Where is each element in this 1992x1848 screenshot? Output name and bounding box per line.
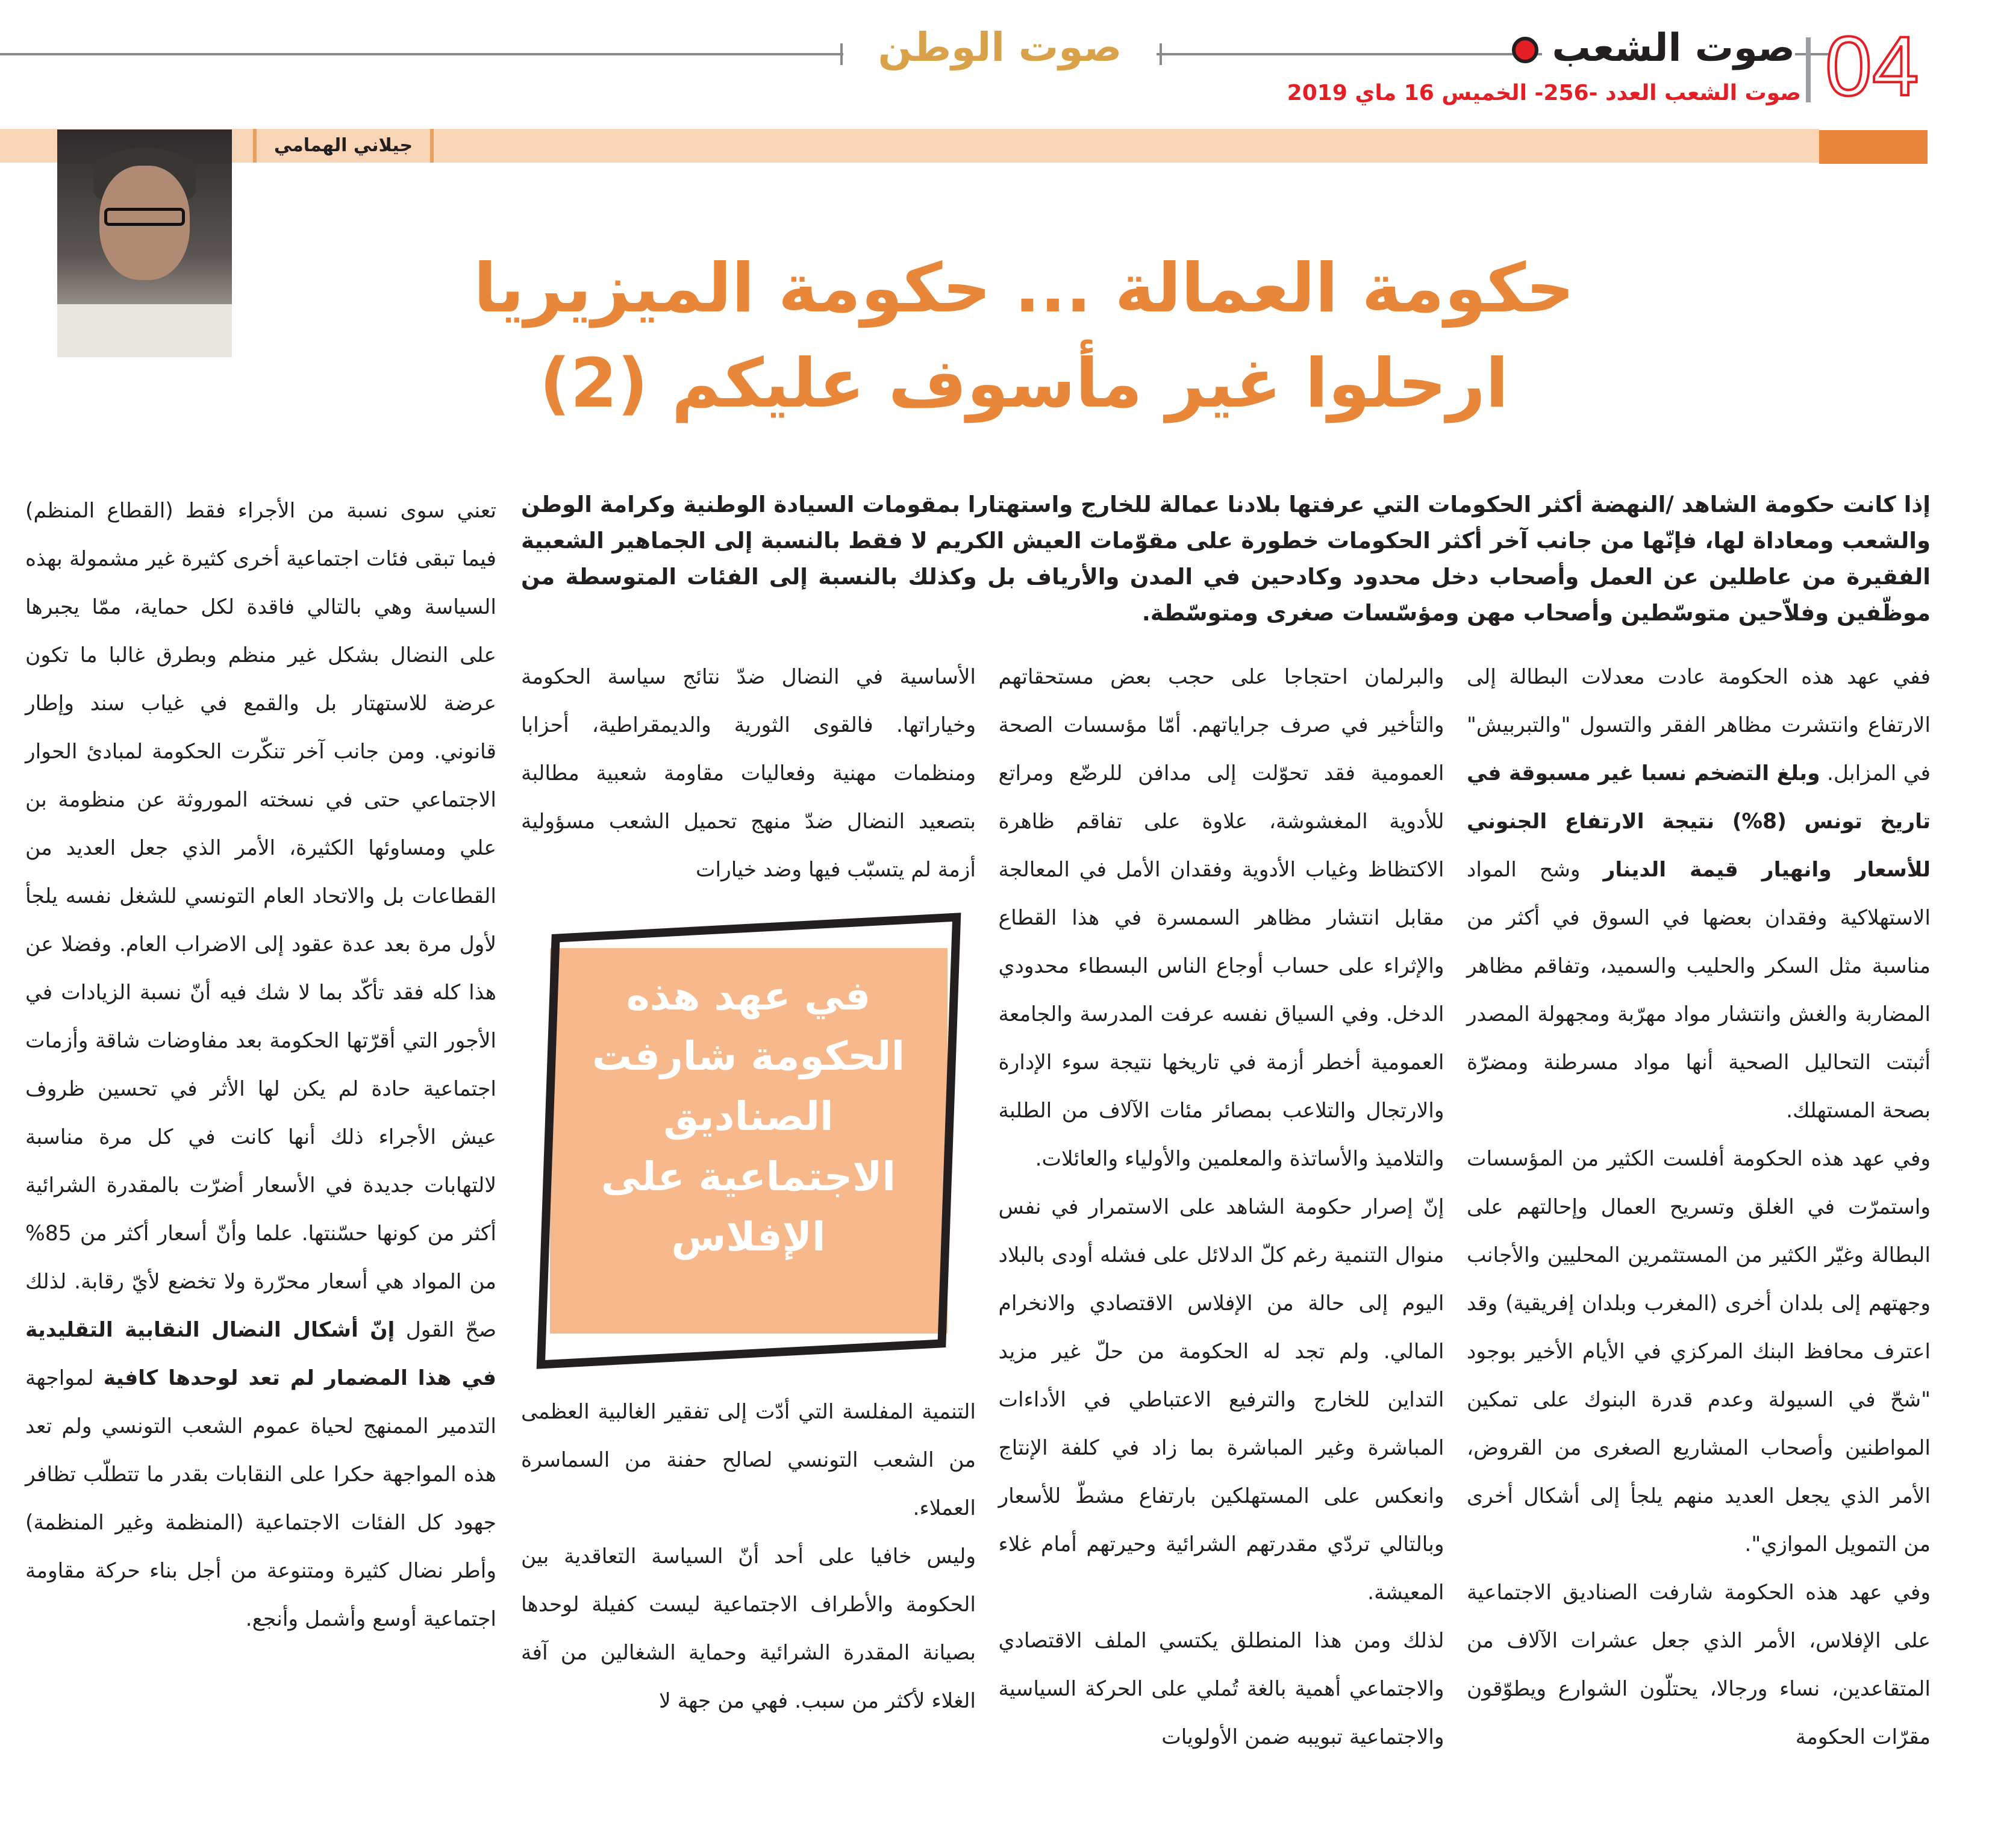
text: وشح المواد الاستهلاكية وفقدان بعضها في السوق في أكثر من مناسبة مثل السكر والحليب والسميد، وتفاقم مظاهر المضاربة والغش وانتشار مواد مهرّبة ومجهولة المصدر أثبتت التحاليل الصحية أنها مواد مسرطنة ومضرّة بصحة المستهلك. [1467,858,1931,1123]
column-3-bottom [521,1388,976,1725]
column-2 [999,653,1444,1761]
text: تعني سوى نسبة من الأجراء فقط (القطاع المنظم) فيما تبقى فئات اجتماعية أخرى كثيرة غير مشمولة بهذه السياسة وهي بالتالي فاقدة لكل حماية، ممّا يجبرها على النضال بشكل غير منظم وبطرق غالبا ما تكون عرضة للاستهتار بل والقمع في غياب سند وإطار قانوني. ومن جانب آخر تنكّرت الحكومة لمبادئ الحوار الاجتماعي حتى في نسخته الموروثة عن منظومة بن علي ومساوئها الكثيرة، الأمر الذي جعل العديد من القطاعات بل والاتحاد العام التونسي للشغل نفسه يلجأ لأول مرة بعد عدة عقود إلى الاضراب العام. وفضلا عن هذا كله فقد تأكّد بما لا شك فيه أنّ نسبة الزيادات في الأجور التي أقرّتها الحكومة بعد مفاوضات شاقة وأزمات اجتماعية حادة لم يكن لها الأثر في تحسين ظروف عيش الأجراء ذلك أنها كانت في كل مرة مناسبة لالتهابات جديدة في الأسعار أضرّت بالمقدرة الشرائية أكثر من كونها حسّنتها. علما وأنّ أسعار أكثر من 85% من المواد هي أسعار محرّرة ولا تخضع لأيّ رقابة. لذلك صحّ القول [25,499,496,1342]
article-band-accent [1819,130,1928,164]
paragraph [1467,1569,1931,1761]
paragraph [999,1183,1444,1617]
text: والبرلمان احتجاجا على حجب بعض مستحقاتهم والتأخير في صرف جراياتهم. أمّا مؤسسات الصحة العمومية فقد تحوّلت إلى مدافن للرضّع ومراتع للأدوية المغشوشة، علاوة على تفاقم ظاهرة الاكتظاظ وغياب الأدوية وفقدان الأمل في المعالجة مقابل انتشار مظاهر السمسرة في هذا القطاع والإثراء على حساب أوجاع الناس البسطاء محدودي الدخل. وفي السياق نفسه عرفت المدرسة والجامعة العمومية أخطر أزمة في تاريخها نتيجة سوء الإدارة والارتجال والتلاعب بمصائر مئات الآلاف من الطلبة والتلاميذ والأساتذة والمعلمين والأولياء والعائلات. [998,665,1444,1171]
pull-quote: في عهد هذه الحكومة شارفت الصناديق الاجتماعية على الإفلاس [592,973,905,1260]
article-columns [521,653,1931,1761]
tunisia-flag-icon [1512,37,1538,63]
paragraph [521,1532,976,1725]
headline [241,241,1807,431]
text: وليس خافيا على أحد أنّ السياسة التعاقدية بين الحكومة والأطراف الاجتماعية ليست كفيلة لوحدها بصيانة المقدرة الشرائية وحماية الشغالين من آفة الغلاء لأكثر من سبب. فهي من جهة لا [521,1544,976,1713]
paragraph [521,1388,976,1532]
bold-text: وبلغ التضخم نسبا غير مسبوقة في تاريخ تونس (8%) نتيجة الارتفاع الجنوني للأسعار وانهيار قيمة الدينار [1467,761,1931,882]
column-3 [521,653,976,1725]
headline-line-1: حكومة العمالة ... حكومة الميزيريا [473,249,1575,328]
text: إنّ إصرار حكومة الشاهد على الاستمرار في نفس منوال التنمية رغم كلّ الدلائل على فشله أودى بالبلاد اليوم إلى حالة من الإفلاس الاقتصادي والانخرام المالي. ولم تجد له الحكومة من حلّ غير مزيد التداين للخارج والترفيع الاعتباطي في الأداءات المباشرة وغير المباشرة بما زاد في كلفة الإنتاج وانعكس على المستهلكين بارتفاع مشطّ للأسعار وبالتالي تردّي مقدرتهم الشرائية وحيرتهم أمام غلاء المعيشة. [998,1195,1444,1605]
text: الأساسية في النضال ضدّ نتائج سياسة الحكومة وخياراتها. فالقوى الثورية والديمقراطية، أحزابا ومنظمات مهنية وفعاليات مقاومة شعبية مطالبة بتصعيد النضال ضدّ منهج تحميل الشعب مسؤولية أزمة لم يتسبّب فيها وضد خيارات [521,665,976,882]
rule-mark [840,43,843,65]
text: وفي عهد هذه الحكومة شارفت الصناديق الاجتماعية على الإفلاس، الأمر الذي جعل عشرات الآلاف من المتقاعدين، نساء ورجالا، يحتلّون الشوارع ويطوّقون مقرّات الحكومة [1467,1581,1931,1749]
text: التنمية المفلسة التي أدّت إلى تفقير الغالبية العظمى من الشعب التونسي لصالح حفنة من السماسرة العملاء. [521,1400,976,1520]
bold-text: إنّ أشكال النضال النقابية التقليدية في هذا المضمار لم تعد لوحدها كافية [25,1318,496,1390]
text: وفي عهد هذه الحكومة أفلست الكثير من المؤسسات واستمرّت في الغلق وتسريح العمال وإحالتهم على البطالة وغيّر الكثير من المستثمرين المحليين والأجانب وجهتهم إلى بلدان أخرى (المغرب وبلدان إفريقية) وقد اعترف محافظ البنك المركزي في الأيام الأخير بوجود "شحّ في السيولة وعدم قدرة البنوك على تمكين المواطنين وأصحاب المشاريع الصغرى من القروض، الأمر الذي يجعل العديد منهم يلجأ إلى أشكال أخرى من التمويل الموازي". [1467,1147,1931,1556]
text: ففي عهد هذه الحكومة عادت معدلات البطالة إلى الارتفاع وانتشرت مظاهر الفقر والتسول "والتبربيش" في المزابل. [1467,665,1931,785]
author-name: جيلاني الهمامي [253,129,434,163]
text: لمواجهة التدمير الممنهج لحياة عموم الشعب التونسي ولم تعد هذه المواجهة حكرا على النقابات بقدر ما تتطلّب تظافر جهود كل الفئات الاجتماعية (المنظمة وغير المنظمة) وأطر نضال كثيرة ومتنوعة من أجل بناء حركة مقاومة اجتماعية أوسع وأشمل وأنجع. [25,1366,496,1631]
headline-line-2: ارحلوا غير مأسوف عليكم (2) [539,345,1509,423]
column-3-top [521,653,976,894]
text: لذلك ومن هذا المنطلق يكتسي الملف الاقتصادي والاجتماعي أهمية بالغة تُملي على الحركة السياسية والاجتماعية تبويبه ضمن الأولويات [998,1629,1444,1749]
paragraph [521,653,976,894]
header-divider [1806,37,1811,102]
article-lede: إذا كانت حكومة الشاهد /النهضة أكثر الحكومات التي عرفتها بلادنا عمالة للخارج واستهتارا بمقومات السيادة الوطنية وكرامة الوطن والشعب ومعاداة لها، فإنّها من جانب آخر أكثر الحكومات خطورة على مقوّمات العيش الكريم لا فقط بالنسبة إلى الجماهير الشعبية الفقيرة من عاطلين عن العمل وأصحاب دخل محدود وكادحين في المدن والأرياف بل وكذلك بالنسبة إلى الفئات المتوسطة من موظّفين وفلاّحين متوسّطين وأصحاب مهن ومؤسّسات صغرى ومتوسّطة. [521,492,1931,626]
article-main [521,487,1931,1761]
rule-mark [1160,43,1162,65]
logo-text: صوت الشعب [1552,26,1795,70]
section-title: صوت الوطن [843,24,1157,84]
column-4 [25,487,496,1643]
pull-quote-block [544,924,954,1358]
page-number: 04 [1825,19,1919,113]
newspaper-logo [1542,24,1795,72]
paragraph [999,653,1444,1183]
column-1 [1467,653,1931,1761]
issue-dateline: صوت الشعب العدد -256- الخميس 16 ماي 2019 [1287,81,1801,105]
paragraph [1467,1135,1931,1569]
paragraph [25,487,496,1643]
author-photo [57,130,232,357]
paragraph [999,1617,1444,1761]
paragraph [1467,653,1931,1135]
